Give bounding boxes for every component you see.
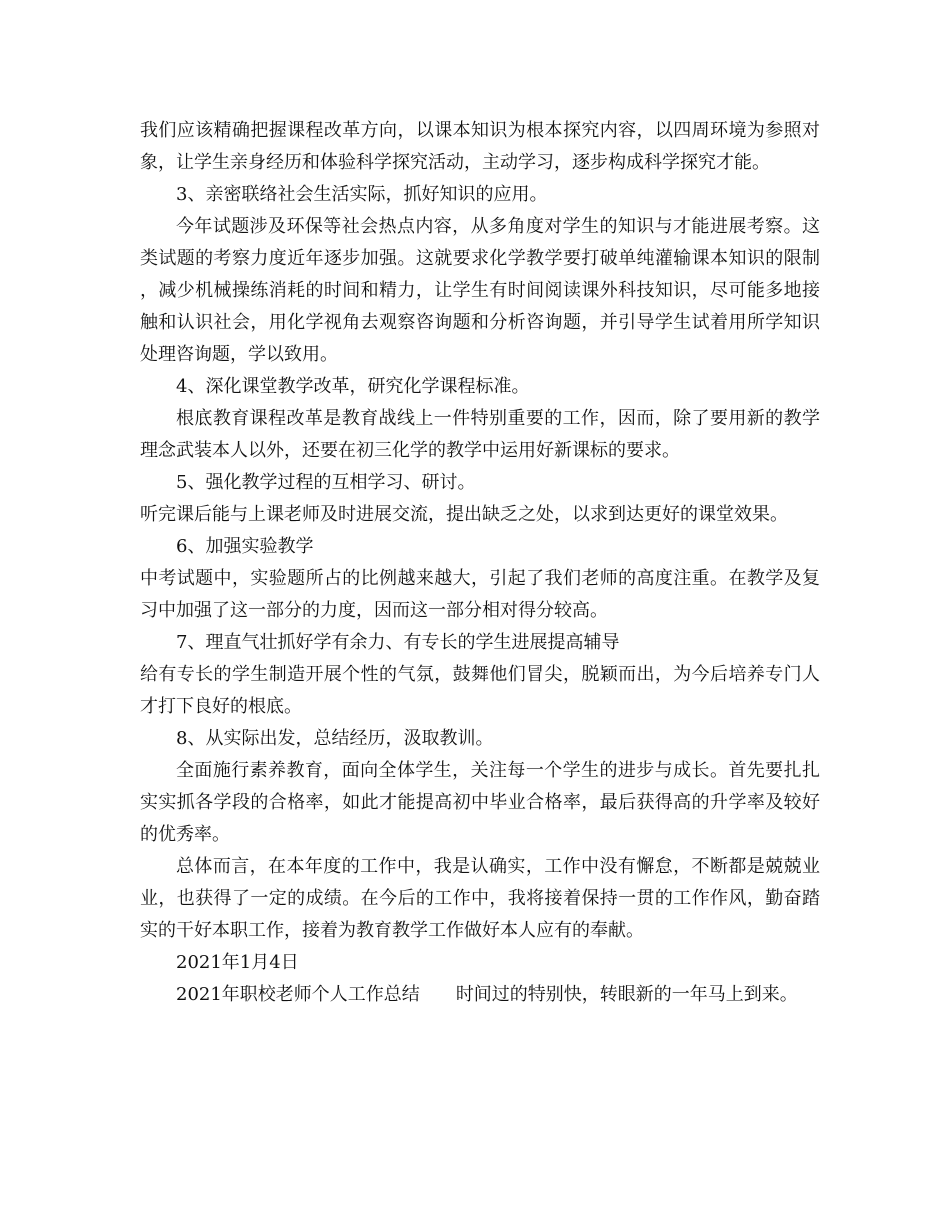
paragraph-6: 给有专长的学生制造开展个性的气氛，鼓舞他们冒尖，脱颖而出，为今后培养专门人才打下良好的根底。 (140, 664, 820, 717)
paragraph-5: 中考试题中，实验题所占的比例越来越大，引起了我们老师的高度注重。在教学及复习中加强了这一部分的力度，因而这一部分相对得分较高。 (140, 568, 820, 621)
paragraph-3: 根底教育课程改革是教育战线上一件特别重要的工作，因而，除了要用新的教学理念武装本人以外，还要在初三化学的教学中运用好新课标的要求。 (140, 408, 820, 461)
document-body (140, 115, 820, 1011)
heading-7: 7、理直气壮抓好学有余力、有专长的学生进展提高辅导 (176, 632, 620, 653)
date-line: 2021年1月4日 (176, 952, 299, 973)
paragraph-1: 我们应该精确把握课程改革方向，以课本知识为根本探究内容，以四周环境为参照对象，让学生亲身经历和体验科学探究活动，主动学习，逐步构成科学探究才能。 (140, 120, 820, 173)
heading-5: 5、强化教学过程的互相学习、研讨。 (176, 472, 476, 493)
next-article-title: 2021年职校老师个人工作总结 (176, 984, 420, 1005)
heading-4: 4、深化课堂教学改革，研究化学课程标准。 (176, 376, 530, 397)
next-article-line (140, 979, 820, 1011)
heading-8: 8、从实际出发，总结经历，汲取教训。 (176, 728, 494, 749)
paragraph-7: 全面施行素养教育，面向全体学生，关注每一个学生的进步与成长。首先要扎扎实实抓各学段的合格率，如此才能提高初中毕业合格率，最后获得高的升学率及较好的优秀率。 (140, 760, 820, 845)
heading-3: 3、亲密联络社会生活实际，抓好知识的应用。 (176, 184, 548, 205)
paragraph-4: 听完课后能与上课老师及时进展交流，提出缺乏之处，以求到达更好的课堂效果。 (140, 504, 788, 525)
paragraph-8: 总体而言，在本年度的工作中，我是认确实，工作中没有懈怠，不断都是兢兢业业，也获得了一定的成绩。在今后的工作中，我将接着保持一贯的工作作风，勤奋踏实的干好本职工作，接着为教育教学工作做好本人应有的奉献。 (140, 856, 820, 941)
paragraph-2: 今年试题涉及环保等社会热点内容，从多角度对学生的知识与才能进展考察。这类试题的考察力度近年逐步加强。这就要求化学教学要打破单纯灌输课本知识的限制，减少机械操练消耗的时间和精力，让学生有时间阅读课外科技知识，尽可能多地接触和认识社会，用化学视角去观察咨询题和分析咨询题，并引导学生试着用所学知识处理咨询题，学以致用。 (140, 216, 820, 365)
next-article-text: 时间过的特别快，转眼新的一年马上到来。 (455, 984, 798, 1005)
heading-6: 6、加强实验教学 (176, 536, 314, 557)
